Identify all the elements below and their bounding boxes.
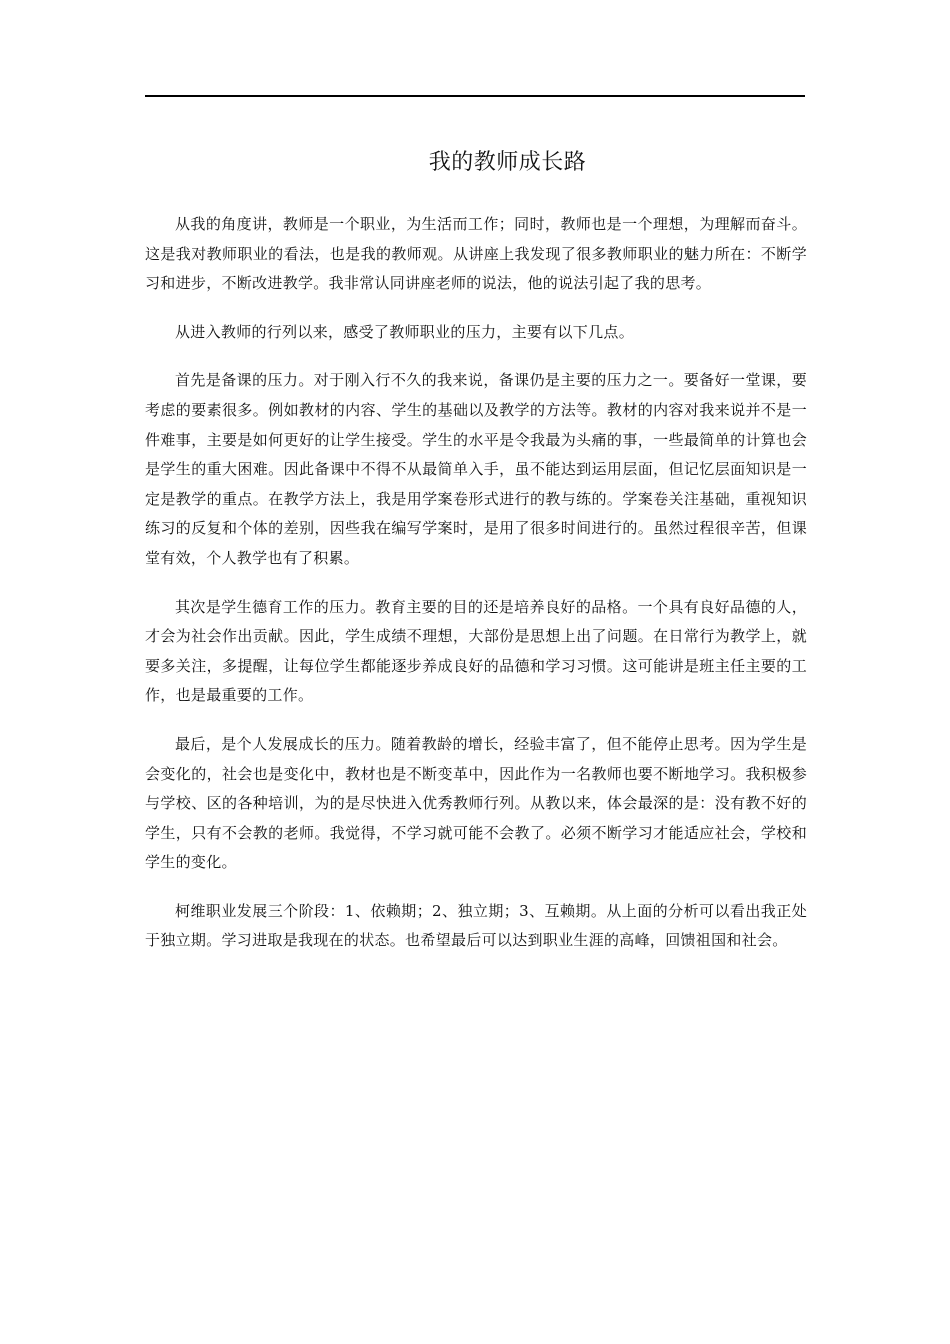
header-rule	[145, 95, 805, 97]
document-body	[145, 210, 807, 975]
document-title: 我的教师成长路	[428, 150, 587, 175]
paragraph-6: 柯维职业发展三个阶段：1、依赖期；2、独立期；3、互赖期。从上面的分析可以看出我正处于独立期。学习进取是我现在的状态。也希望最后可以达到职业生涯的高峰，回馈祖国和社会。	[145, 901, 807, 950]
paragraph-1: 从我的角度讲，教师是一个职业，为生活而工作；同时，教师也是一个理想，为理解而奋斗。这是我对教师职业的看法，也是我的教师观。从讲座上我发现了很多教师职业的魅力所在：不断学习和进步，不断改进教学。我非常认同讲座老师的说法，他的说法引起了我的思考。	[145, 215, 807, 293]
paragraph-3: 首先是备课的压力。对于刚入行不久的我来说，备课仍是主要的压力之一。要备好一堂课，要考虑的要素很多。例如教材的内容、学生的基础以及教学的方法等。教材的内容对我来说并不是一件难事，主要是如何更好的让学生接受。学生的水平是令我最为头痛的事，一些最简单的计算也会是学生的重大困难。因此备课中不得不从最简单入手，虽不能达到运用层面，但记忆层面知识是一定是教学的重点。在教学方法上，我是用学案卷形式进行的教与练的。学案卷关注基础，重视知识练习的反复和个体的差别，因些我在编写学案时，是用了很多时间进行的。虽然过程很辛苦，但课堂有效，个人教学也有了积累。	[145, 371, 807, 567]
paragraph-5: 最后，是个人发展成长的压力。随着教龄的增长，经验丰富了，但不能停止思考。因为学生是会变化的，社会也是变化中，教材也是不断变革中，因此作为一名教师也要不断地学习。我积极参与学校、区的各种培训，为的是尽快进入优秀教师行列。从教以来，体会最深的是：没有教不好的学生，只有不会教的老师。我觉得，不学习就可能不会教了。必须不断学习才能适应社会，学校和学生的变化。	[145, 734, 807, 872]
paragraph-2: 从进入教师的行列以来，感受了教师职业的压力，主要有以下几点。	[175, 322, 635, 341]
paragraph-4: 其次是学生德育工作的压力。教育主要的目的还是培养良好的品格。一个具有良好品德的人，才会为社会作出贡献。因此，学生成绩不理想，大部份是思想上出了问题。在日常行为教学上，就要多关注，多提醒，让每位学生都能逐步养成良好的品德和学习习惯。这可能讲是班主任主要的工作，也是最重要的工作。	[145, 597, 807, 705]
